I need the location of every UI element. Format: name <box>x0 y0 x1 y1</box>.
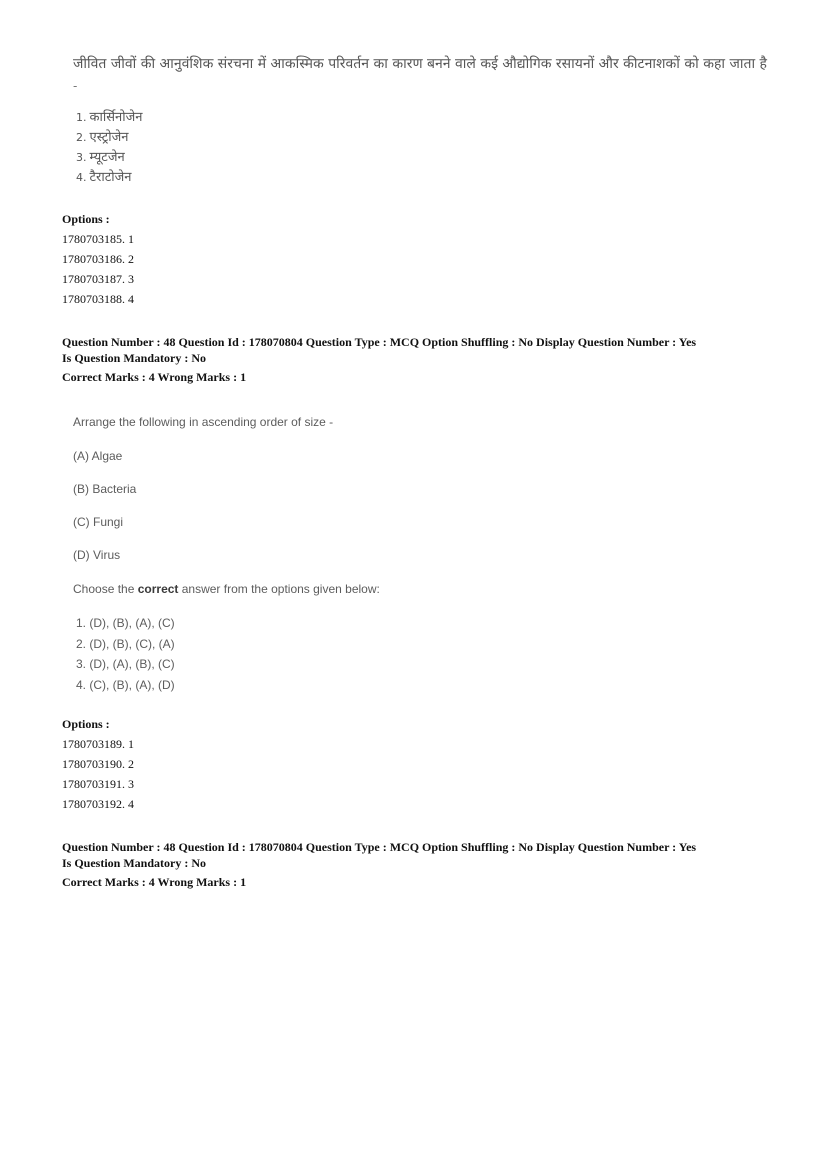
option-id-row: 1780703188. 4 <box>62 292 134 306</box>
meta-line-mandatory: Is Question Mandatory : No <box>62 856 207 870</box>
question-item: (A) Algae <box>73 449 123 463</box>
hindi-question-text: जीवित जीवों की आनुवंशिक संरचना में आकस्मिक परिवर्तन का कारण बनने वाले कई औद्योगिक रसायनों और कीटनाशकों को कहा जाता है <box>73 56 767 72</box>
answer-choice: 1. (D), (B), (A), (C) <box>76 616 175 630</box>
option-id-row: 1780703185. 1 <box>62 232 134 246</box>
question-prompt: Arrange the following in ascending order of size - <box>73 415 334 429</box>
option-id-row: 1780703187. 3 <box>62 272 134 286</box>
meta-line-mandatory: Is Question Mandatory : No <box>62 351 207 365</box>
hindi-answer-item: 1. कार्सिनोजेन <box>76 110 143 125</box>
options-block-q47 <box>62 209 134 309</box>
option-id-row: 1780703189. 1 <box>62 737 134 751</box>
answer-choice: 2. (D), (B), (C), (A) <box>76 636 175 651</box>
hindi-question-dash: - <box>73 79 78 93</box>
options-block-q48 <box>62 714 134 814</box>
choose-instruction: Choose the correct answer from the options given below: <box>73 582 380 596</box>
option-id-row: 1780703191. 3 <box>62 777 134 791</box>
hindi-answer-list <box>76 108 142 188</box>
hindi-answer-item: 3. म्यूटजेन <box>76 150 125 165</box>
question-item: (B) Bacteria <box>73 482 137 496</box>
question-item: (C) Fungi <box>73 515 124 529</box>
answer-choice: 3. (D), (A), (B), (C) <box>76 657 175 671</box>
answer-choice: 4. (C), (B), (A), (D) <box>76 677 175 692</box>
hindi-answer-item: 2. एस्ट्रोजेन <box>76 130 129 145</box>
question-meta-next <box>62 839 782 890</box>
meta-line-question-info: Question Number : 48 Question Id : 178070804 Question Type : MCQ Option Shuffling : No Display Question Number : Yes <box>62 840 697 854</box>
hindi-answer-item: 4. टैराटोजेन <box>76 170 132 185</box>
option-id-row: 1780703186. 2 <box>62 252 134 266</box>
question-item: (D) Virus <box>73 548 121 562</box>
option-id-row: 1780703192. 4 <box>62 797 134 811</box>
option-id-row: 1780703190. 2 <box>62 757 134 771</box>
options-label: Options : <box>62 212 110 226</box>
options-label: Options : <box>62 717 110 731</box>
meta-line-question-info: Question Number : 48 Question Id : 178070804 Question Type : MCQ Option Shuffling : No Display Question Number : Yes <box>62 335 697 349</box>
meta-line-marks: Correct Marks : 4 Wrong Marks : 1 <box>62 875 247 889</box>
question-meta-q48 <box>62 334 782 385</box>
answer-choice-list <box>76 613 175 695</box>
meta-line-marks: Correct Marks : 4 Wrong Marks : 1 <box>62 370 247 384</box>
